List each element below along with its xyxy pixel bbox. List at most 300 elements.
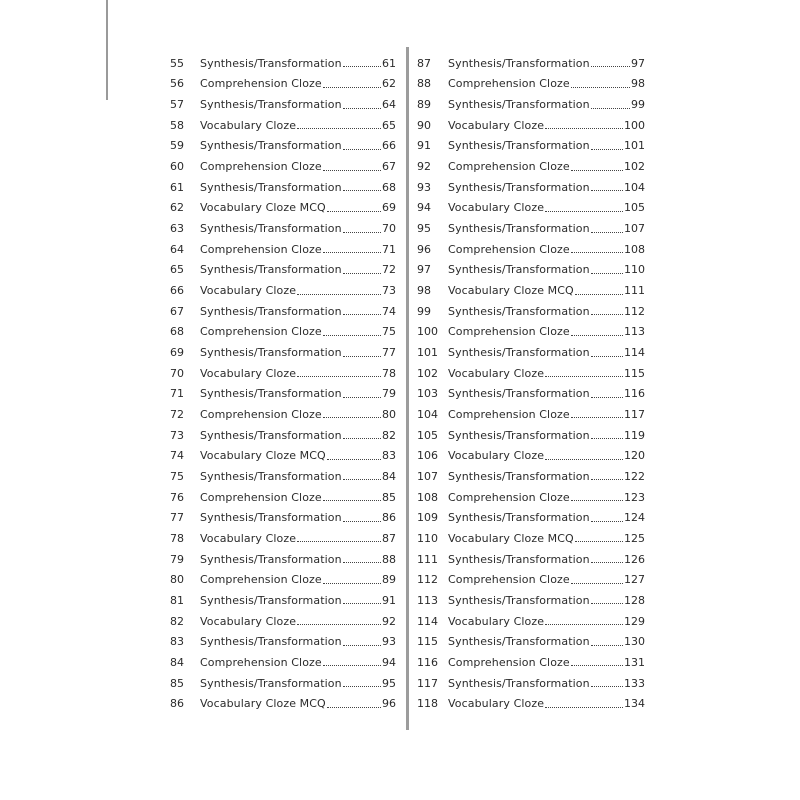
toc-dot-leader: [545, 706, 623, 708]
toc-entry-page: 110: [624, 263, 645, 277]
toc-entry-number: 84: [170, 655, 184, 669]
toc-entry: [417, 404, 645, 425]
toc-entry-page: 65: [382, 118, 396, 132]
toc-entry: [417, 280, 645, 301]
toc-entry-title: Synthesis/Transformation: [200, 511, 342, 525]
toc-dot-leader: [591, 644, 623, 646]
toc-entry-title: Synthesis/Transformation: [448, 428, 590, 442]
toc-dot-leader: [575, 293, 623, 295]
toc-entry-number: 82: [170, 614, 184, 628]
toc-dot-leader: [343, 561, 381, 563]
toc-entry-title: Vocabulary Cloze: [448, 118, 545, 132]
toc-entry-page: 111: [624, 284, 645, 298]
toc-entry: [417, 631, 645, 652]
toc-entry-title: Synthesis/Transformation: [448, 139, 590, 153]
toc-entry-number: 74: [170, 449, 184, 463]
toc-dot-leader: [343, 478, 381, 480]
toc-entry-page: 116: [624, 387, 645, 401]
toc-entry-title: Vocabulary Cloze MCQ: [200, 201, 326, 215]
toc-entry-title: Synthesis/Transformation: [448, 346, 590, 360]
toc-entry-number: 94: [417, 201, 431, 215]
toc-entry-title: Synthesis/Transformation: [448, 593, 590, 607]
toc-entry-title: Vocabulary Cloze: [448, 614, 545, 628]
toc-entry: [170, 136, 396, 157]
toc-entry-page: 69: [382, 201, 396, 215]
toc-entry-number: 89: [417, 98, 431, 112]
toc-entry: [417, 198, 645, 219]
toc-entry-title: Synthesis/Transformation: [200, 346, 342, 360]
toc-entry-page: 127: [624, 573, 645, 587]
toc-entry-title: Synthesis/Transformation: [448, 469, 590, 483]
toc-entry-number: 61: [170, 180, 184, 194]
toc-dot-leader: [591, 189, 623, 191]
toc-entry: [417, 218, 645, 239]
toc-entry-page: 99: [631, 98, 645, 112]
toc-dot-leader: [323, 416, 381, 418]
toc-entry-page: 97: [631, 56, 645, 70]
toc-entry-title: Comprehension Cloze: [200, 242, 322, 256]
toc-entry: [417, 693, 645, 714]
toc-entry: [170, 156, 396, 177]
toc-dot-leader: [323, 664, 381, 666]
toc-dot-leader: [591, 520, 623, 522]
toc-entry: [170, 693, 396, 714]
toc-entry-title: Synthesis/Transformation: [200, 98, 342, 112]
toc-dot-leader: [591, 148, 623, 150]
toc-entry: [417, 569, 645, 590]
toc-dot-leader: [297, 375, 381, 377]
toc-entry: [417, 260, 645, 281]
toc-entry-title: Synthesis/Transformation: [200, 676, 342, 690]
toc-dot-leader: [297, 540, 381, 542]
toc-right-column: [417, 53, 645, 714]
toc-entry-number: 73: [170, 428, 184, 442]
toc-entry-title: Vocabulary Cloze: [448, 697, 545, 711]
toc-entry-page: 129: [624, 614, 645, 628]
toc-dot-leader: [343, 272, 381, 274]
toc-entry: [170, 549, 396, 570]
toc-dot-leader: [571, 416, 623, 418]
toc-entry-page: 72: [382, 263, 396, 277]
toc-entry-number: 87: [417, 56, 431, 70]
toc-dot-leader: [571, 664, 623, 666]
toc-entry: [170, 466, 396, 487]
toc-entry-title: Comprehension Cloze: [448, 160, 570, 174]
toc-entry: [417, 611, 645, 632]
toc-entry: [417, 652, 645, 673]
toc-entry-number: 93: [417, 180, 431, 194]
toc-entry-page: 100: [624, 118, 645, 132]
toc-entry-title: Comprehension Cloze: [200, 160, 322, 174]
toc-dot-leader: [343, 231, 381, 233]
toc-entry-number: 86: [170, 697, 184, 711]
toc-entry-title: Comprehension Cloze: [448, 77, 570, 91]
toc-entry-number: 80: [170, 573, 184, 587]
toc-entry-page: 98: [631, 77, 645, 91]
toc-entry-number: 118: [417, 697, 438, 711]
toc-entry: [170, 301, 396, 322]
toc-entry: [417, 136, 645, 157]
toc-entry: [170, 425, 396, 446]
toc-entry-page: 85: [382, 490, 396, 504]
toc-entry-number: 91: [417, 139, 431, 153]
toc-dot-leader: [545, 375, 623, 377]
toc-entry-number: 108: [417, 490, 438, 504]
toc-entry: [170, 198, 396, 219]
toc-entry-page: 71: [382, 242, 396, 256]
toc-entry: [170, 342, 396, 363]
toc-entry: [170, 322, 396, 343]
toc-entry-page: 125: [624, 531, 645, 545]
toc-entry-page: 92: [382, 614, 396, 628]
toc-entry-page: 61: [382, 56, 396, 70]
toc-entry-title: Vocabulary Cloze MCQ: [200, 449, 326, 463]
toc-entry-title: Comprehension Cloze: [448, 407, 570, 421]
toc-dot-leader: [323, 334, 381, 336]
toc-entry-number: 85: [170, 676, 184, 690]
toc-entry-page: 123: [624, 490, 645, 504]
toc-entry-page: 84: [382, 469, 396, 483]
toc-entry-number: 72: [170, 407, 184, 421]
toc-dot-leader: [591, 355, 623, 357]
toc-entry-page: 95: [382, 676, 396, 690]
toc-entry-page: 107: [624, 222, 645, 236]
toc-entry: [417, 94, 645, 115]
toc-entry-number: 56: [170, 77, 184, 91]
toc-entry: [170, 94, 396, 115]
toc-entry-title: Synthesis/Transformation: [448, 56, 590, 70]
toc-entry: [417, 384, 645, 405]
toc-entry-page: 75: [382, 325, 396, 339]
toc-entry: [170, 53, 396, 74]
toc-entry-title: Synthesis/Transformation: [448, 222, 590, 236]
toc-entry: [170, 652, 396, 673]
toc-entry-number: 115: [417, 635, 438, 649]
toc-entry-title: Vocabulary Cloze: [448, 201, 545, 215]
toc-dot-leader: [343, 189, 381, 191]
toc-entry-number: 92: [417, 160, 431, 174]
toc-entry: [170, 404, 396, 425]
toc-entry-number: 107: [417, 469, 438, 483]
toc-dot-leader: [343, 396, 381, 398]
toc-entry-page: 122: [624, 469, 645, 483]
toc-entry-number: 81: [170, 593, 184, 607]
toc-entry-page: 89: [382, 573, 396, 587]
toc-entry: [170, 384, 396, 405]
toc-entry-number: 64: [170, 242, 184, 256]
toc-entry-page: 112: [624, 304, 645, 318]
toc-entry-title: Comprehension Cloze: [200, 325, 322, 339]
toc-dot-leader: [591, 602, 623, 604]
toc-entry: [417, 156, 645, 177]
toc-entry-page: 80: [382, 407, 396, 421]
toc-dot-leader: [297, 127, 381, 129]
toc-entry: [170, 590, 396, 611]
toc-entry-number: 57: [170, 98, 184, 112]
toc-entry: [417, 115, 645, 136]
toc-entry-page: 67: [382, 160, 396, 174]
column-divider: [406, 47, 409, 730]
toc-dot-leader: [591, 396, 623, 398]
toc-entry-number: 100: [417, 325, 438, 339]
toc-entry-number: 90: [417, 118, 431, 132]
toc-dot-leader: [591, 65, 630, 67]
toc-entry: [170, 363, 396, 384]
toc-dot-leader: [297, 293, 381, 295]
toc-entry-title: Synthesis/Transformation: [448, 98, 590, 112]
toc-entry-number: 106: [417, 449, 438, 463]
toc-dot-leader: [297, 623, 381, 625]
toc-dot-leader: [343, 313, 381, 315]
toc-entry: [417, 177, 645, 198]
toc-entry-page: 133: [624, 676, 645, 690]
toc-entry-number: 79: [170, 552, 184, 566]
toc-dot-leader: [591, 478, 623, 480]
toc-dot-leader: [343, 520, 381, 522]
toc-dot-leader: [571, 169, 623, 171]
toc-entry-title: Synthesis/Transformation: [448, 387, 590, 401]
toc-entry-page: 83: [382, 449, 396, 463]
toc-entry: [417, 466, 645, 487]
toc-entry-title: Synthesis/Transformation: [448, 180, 590, 194]
toc-dot-leader: [575, 540, 623, 542]
toc-entry-title: Synthesis/Transformation: [448, 552, 590, 566]
toc-entry-number: 71: [170, 387, 184, 401]
toc-entry-number: 76: [170, 490, 184, 504]
toc-entry: [170, 260, 396, 281]
toc-entry: [170, 239, 396, 260]
toc-entry: [170, 507, 396, 528]
toc-entry: [417, 425, 645, 446]
toc-dot-leader: [343, 644, 381, 646]
toc-entry-number: 58: [170, 118, 184, 132]
toc-entry-number: 109: [417, 511, 438, 525]
toc-entry: [417, 74, 645, 95]
toc-entry-title: Comprehension Cloze: [200, 77, 322, 91]
toc-entry-title: Vocabulary Cloze: [200, 118, 297, 132]
toc-entry-title: Vocabulary Cloze: [448, 449, 545, 463]
toc-entry-number: 60: [170, 160, 184, 174]
toc-entry-number: 63: [170, 222, 184, 236]
toc-dot-leader: [323, 169, 381, 171]
toc-entry-page: 101: [624, 139, 645, 153]
toc-dot-leader: [591, 437, 623, 439]
toc-entry: [170, 280, 396, 301]
toc-entry: [417, 301, 645, 322]
toc-entry-page: 74: [382, 304, 396, 318]
toc-entry-number: 104: [417, 407, 438, 421]
toc-entry-number: 99: [417, 304, 431, 318]
toc-entry: [417, 507, 645, 528]
toc-entry-page: 77: [382, 346, 396, 360]
toc-entry-title: Synthesis/Transformation: [448, 511, 590, 525]
toc-entry-page: 124: [624, 511, 645, 525]
toc-entry-page: 66: [382, 139, 396, 153]
toc-entry-number: 69: [170, 346, 184, 360]
toc-entry-title: Synthesis/Transformation: [448, 263, 590, 277]
toc-dot-leader: [571, 251, 623, 253]
toc-entry-number: 77: [170, 511, 184, 525]
toc-entry-title: Synthesis/Transformation: [200, 139, 342, 153]
toc-entry-title: Synthesis/Transformation: [200, 387, 342, 401]
toc-entry-number: 105: [417, 428, 438, 442]
toc-entry-number: 83: [170, 635, 184, 649]
toc-entry-number: 95: [417, 222, 431, 236]
toc-dot-leader: [571, 499, 623, 501]
toc-entry-page: 73: [382, 284, 396, 298]
toc-entry: [170, 445, 396, 466]
toc-dot-leader: [343, 148, 381, 150]
toc-entry: [417, 53, 645, 74]
toc-entry-title: Vocabulary Cloze: [200, 366, 297, 380]
toc-entry-number: 98: [417, 284, 431, 298]
toc-entry-title: Synthesis/Transformation: [200, 552, 342, 566]
toc-entry-title: Synthesis/Transformation: [200, 593, 342, 607]
toc-entry-page: 120: [624, 449, 645, 463]
toc-entry: [417, 363, 645, 384]
toc-entry: [170, 631, 396, 652]
toc-entry-number: 75: [170, 469, 184, 483]
toc-dot-leader: [323, 499, 381, 501]
toc-entry: [170, 487, 396, 508]
toc-entry-title: Synthesis/Transformation: [200, 263, 342, 277]
toc-entry-number: 103: [417, 387, 438, 401]
toc-entry-number: 65: [170, 263, 184, 277]
toc-entry-title: Vocabulary Cloze MCQ: [200, 697, 326, 711]
toc-entry-page: 108: [624, 242, 645, 256]
toc-entry-title: Synthesis/Transformation: [200, 56, 342, 70]
toc-entry-title: Synthesis/Transformation: [448, 304, 590, 318]
toc-dot-leader: [591, 231, 623, 233]
toc-dot-leader: [571, 86, 630, 88]
toc-entry-page: 93: [382, 635, 396, 649]
page-edge-line: [106, 0, 108, 100]
toc-dot-leader: [343, 107, 381, 109]
toc-dot-leader: [323, 582, 381, 584]
toc-entry-title: Comprehension Cloze: [448, 490, 570, 504]
toc-entry-title: Vocabulary Cloze MCQ: [448, 531, 574, 545]
toc-entry: [417, 239, 645, 260]
toc-left-column: [170, 53, 396, 714]
toc-entry-page: 126: [624, 552, 645, 566]
toc-entry-title: Vocabulary Cloze: [200, 531, 297, 545]
toc-entry: [170, 673, 396, 694]
toc-entry-number: 101: [417, 346, 438, 360]
toc-entry: [170, 569, 396, 590]
toc-entry: [417, 673, 645, 694]
toc-entry-title: Synthesis/Transformation: [200, 469, 342, 483]
toc-dot-leader: [343, 685, 381, 687]
toc-entry-title: Vocabulary Cloze: [448, 366, 545, 380]
toc-entry-page: 113: [624, 325, 645, 339]
toc-entry-page: 130: [624, 635, 645, 649]
toc-dot-leader: [545, 458, 623, 460]
toc-dot-leader: [591, 561, 623, 563]
toc-entry-number: 112: [417, 573, 438, 587]
toc-dot-leader: [591, 313, 623, 315]
toc-entry-number: 88: [417, 77, 431, 91]
toc-entry-page: 88: [382, 552, 396, 566]
toc-entry-page: 131: [624, 655, 645, 669]
toc-entry: [417, 322, 645, 343]
toc-entry: [417, 342, 645, 363]
toc-entry-number: 96: [417, 242, 431, 256]
toc-entry-number: 102: [417, 366, 438, 380]
toc-entry-number: 116: [417, 655, 438, 669]
toc-dot-leader: [323, 86, 381, 88]
toc-entry-number: 113: [417, 593, 438, 607]
toc-entry-page: 134: [624, 697, 645, 711]
toc-entry: [417, 528, 645, 549]
toc-entry-number: 62: [170, 201, 184, 215]
toc-entry: [170, 218, 396, 239]
toc-entry-title: Comprehension Cloze: [448, 325, 570, 339]
toc-dot-leader: [545, 127, 623, 129]
toc-entry: [170, 528, 396, 549]
toc-entry-page: 86: [382, 511, 396, 525]
toc-entry-page: 96: [382, 697, 396, 711]
toc-entry-page: 105: [624, 201, 645, 215]
toc-entry-title: Synthesis/Transformation: [200, 222, 342, 236]
toc-entry-title: Comprehension Cloze: [448, 573, 570, 587]
toc-dot-leader: [545, 210, 623, 212]
toc-entry-number: 59: [170, 139, 184, 153]
toc-entry-title: Synthesis/Transformation: [200, 428, 342, 442]
toc-entry-page: 87: [382, 531, 396, 545]
toc-entry: [417, 487, 645, 508]
toc-entry-title: Comprehension Cloze: [200, 407, 322, 421]
toc-dot-leader: [323, 251, 381, 253]
toc-entry-page: 104: [624, 180, 645, 194]
toc-entry-page: 82: [382, 428, 396, 442]
toc-entry-title: Comprehension Cloze: [200, 490, 322, 504]
toc-entry-title: Synthesis/Transformation: [200, 304, 342, 318]
toc-dot-leader: [591, 685, 623, 687]
toc-entry-page: 91: [382, 593, 396, 607]
toc-entry: [170, 611, 396, 632]
toc-dot-leader: [327, 706, 381, 708]
toc-entry-page: 70: [382, 222, 396, 236]
toc-entry-page: 64: [382, 98, 396, 112]
toc-entry-page: 119: [624, 428, 645, 442]
toc-entry-title: Synthesis/Transformation: [448, 635, 590, 649]
toc-dot-leader: [571, 334, 623, 336]
toc-entry: [417, 445, 645, 466]
toc-entry-page: 114: [624, 346, 645, 360]
toc-entry-page: 117: [624, 407, 645, 421]
toc-entry: [170, 115, 396, 136]
toc-entry-number: 67: [170, 304, 184, 318]
toc-entry-title: Comprehension Cloze: [200, 655, 322, 669]
toc-entry-title: Synthesis/Transformation: [200, 635, 342, 649]
toc-dot-leader: [571, 582, 623, 584]
toc-entry-number: 66: [170, 284, 184, 298]
toc-entry: [170, 177, 396, 198]
toc-entry-page: 102: [624, 160, 645, 174]
toc-entry-page: 68: [382, 180, 396, 194]
toc-dot-leader: [591, 107, 630, 109]
toc-dot-leader: [343, 437, 381, 439]
toc-dot-leader: [343, 65, 381, 67]
toc-dot-leader: [327, 458, 381, 460]
toc-entry-title: Vocabulary Cloze: [200, 284, 297, 298]
toc-entry-title: Vocabulary Cloze: [200, 614, 297, 628]
toc-entry-page: 115: [624, 366, 645, 380]
toc-entry-title: Synthesis/Transformation: [200, 180, 342, 194]
toc-entry-page: 62: [382, 77, 396, 91]
toc-dot-leader: [591, 272, 623, 274]
toc-entry-number: 111: [417, 552, 438, 566]
